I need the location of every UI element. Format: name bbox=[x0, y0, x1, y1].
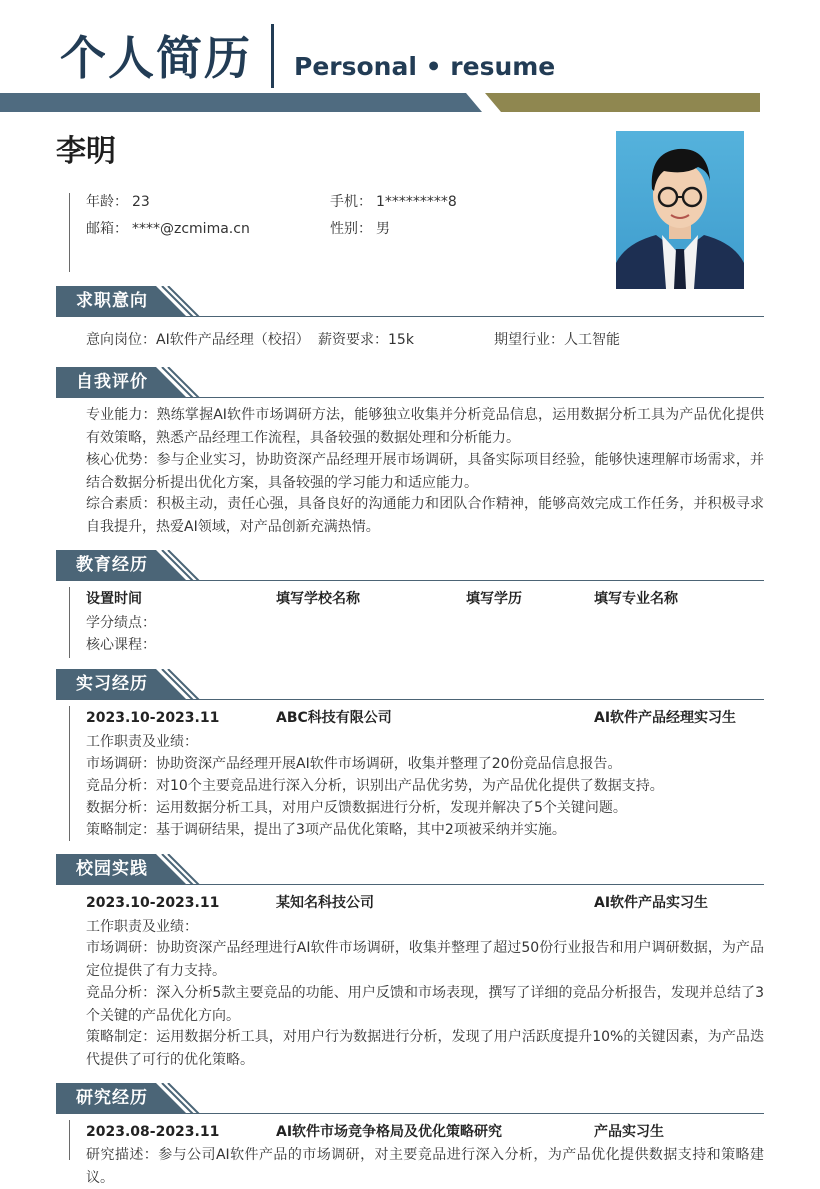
education-school: 填写学校名称 bbox=[276, 591, 360, 607]
education-courses: 核心课程： bbox=[86, 637, 156, 653]
email-row bbox=[86, 219, 250, 239]
section-education-header bbox=[56, 550, 764, 582]
education-gpa: 学分绩点： bbox=[86, 615, 156, 631]
research-left-rule bbox=[69, 1120, 70, 1160]
section-research-title: 研究经历 bbox=[76, 1088, 148, 1108]
section-rule bbox=[56, 699, 764, 700]
internship-line: 策略制定：基于调研结果，提出了3项产品优化策略，其中2项被采纳并实施。 bbox=[86, 822, 566, 838]
section-rule bbox=[56, 316, 764, 317]
internship-left-rule bbox=[69, 706, 70, 841]
self-eval-qualities: 综合素质：积极主动，责任心强，具备良好的沟通能力和团队合作精神，能够高效完成工作任务，并积极寻求自我提升，热爱AI领域，对产品创新充满热情。 bbox=[86, 496, 764, 535]
age-label: 年龄： bbox=[86, 194, 128, 210]
education-time: 设置时间 bbox=[86, 591, 142, 607]
internship-line: 数据分析：运用数据分析工具，对用户反馈数据进行分析，发现并解决了5个关键问题。 bbox=[86, 800, 627, 816]
intent-position: 意向岗位：AI软件产品经理（校招） bbox=[86, 332, 310, 348]
research-project: AI软件市场竞争格局及优化策略研究 bbox=[276, 1124, 503, 1140]
resume-title-en: Personal • resume bbox=[294, 52, 556, 81]
campus-line: 策略制定：运用数据分析工具，对用户行为数据进行分析，发现了用户活跃度提升10%的关键因素，为产品迭代提供了可行的优化策略。 bbox=[86, 1029, 764, 1068]
intent-salary: 薪资要求：15k bbox=[318, 332, 414, 348]
candidate-name: 李明 bbox=[56, 134, 116, 169]
self-eval-professional: 专业能力：熟练掌握AI软件市场调研方法，能够独立收集并分析竞品信息，运用数据分析工具为产品优化提供有效策略，熟悉产品经理工作流程，具备较强的数据处理和分析能力。 bbox=[86, 407, 764, 446]
education-major: 填写专业名称 bbox=[594, 591, 678, 607]
campus-line: 竞品分析：深入分析5款主要竞品的功能、用户反馈和市场表现，撰写了详细的竞品分析报告，发现并总结了3个关键的产品优化方向。 bbox=[86, 985, 764, 1024]
email-label: 邮箱： bbox=[86, 221, 128, 237]
phone-row bbox=[330, 192, 457, 212]
profile-left-rule bbox=[69, 193, 70, 272]
campus-role: AI软件产品实习生 bbox=[594, 895, 709, 911]
section-research-header bbox=[56, 1083, 764, 1115]
internship-line: 市场调研：协助资深产品经理开展AI软件市场调研，收集并整理了20份竞品信息报告。 bbox=[86, 756, 622, 772]
section-internship-title: 实习经历 bbox=[76, 674, 148, 694]
section-rule bbox=[56, 884, 764, 885]
title-divider bbox=[271, 24, 274, 88]
internship-company: ABC科技有限公司 bbox=[276, 710, 392, 726]
phone-label: 手机： bbox=[330, 194, 372, 210]
email-value: ****@zcmima.cn bbox=[132, 221, 250, 237]
header-color-band bbox=[0, 93, 760, 112]
section-self-eval-title: 自我评价 bbox=[76, 372, 148, 392]
internship-period: 2023.10-2023.11 bbox=[86, 710, 220, 726]
section-rule bbox=[56, 580, 764, 581]
section-internship-header bbox=[56, 669, 764, 701]
gender-label: 性别： bbox=[330, 221, 372, 237]
self-eval-strengths: 核心优势：参与企业实习，协助资深产品经理开展市场调研，具备实际项目经验，能够快速理解市场需求，并结合数据分析提出优化方案，具备较强的学习能力和适应能力。 bbox=[86, 452, 764, 491]
section-campus-header bbox=[56, 854, 764, 886]
section-intent-header bbox=[56, 286, 764, 318]
gender-row bbox=[330, 219, 390, 239]
research-description: 研究描述：参与公司AI软件产品的市场调研，对主要竞品进行深入分析，为产品优化提供数据支持和策略建议。 bbox=[86, 1147, 764, 1186]
age-value: 23 bbox=[132, 194, 150, 210]
internship-line: 竞品分析：对10个主要竞品进行深入分析，识别出产品优劣势，为产品优化提供了数据支持。 bbox=[86, 778, 664, 794]
campus-company: 某知名科技公司 bbox=[276, 895, 374, 911]
education-left-rule bbox=[69, 587, 70, 658]
intent-industry: 期望行业：人工智能 bbox=[494, 332, 620, 348]
phone-value: 1*********8 bbox=[376, 194, 457, 210]
section-self-eval-header bbox=[56, 367, 764, 399]
section-education-title: 教育经历 bbox=[76, 555, 148, 575]
profile-photo bbox=[616, 131, 744, 289]
campus-line: 市场调研：协助资深产品经理进行AI软件市场调研，收集并整理了超过50份行业报告和用户调研数据，为产品定位提供了有力支持。 bbox=[86, 940, 764, 979]
research-role: 产品实习生 bbox=[594, 1124, 664, 1140]
education-degree: 填写学历 bbox=[466, 591, 522, 607]
section-campus-title: 校园实践 bbox=[76, 859, 148, 879]
campus-line: 工作职责及业绩： bbox=[86, 919, 198, 935]
internship-role: AI软件产品经理实习生 bbox=[594, 710, 737, 726]
gender-value: 男 bbox=[376, 221, 390, 237]
section-rule bbox=[56, 1113, 764, 1114]
internship-line: 工作职责及业绩： bbox=[86, 734, 198, 750]
resume-title-cn: 个人简历 bbox=[60, 31, 252, 85]
campus-period: 2023.10-2023.11 bbox=[86, 895, 220, 911]
age-row bbox=[86, 192, 150, 212]
section-rule bbox=[56, 397, 764, 398]
research-period: 2023.08-2023.11 bbox=[86, 1124, 220, 1140]
section-intent-title: 求职意向 bbox=[76, 291, 148, 311]
